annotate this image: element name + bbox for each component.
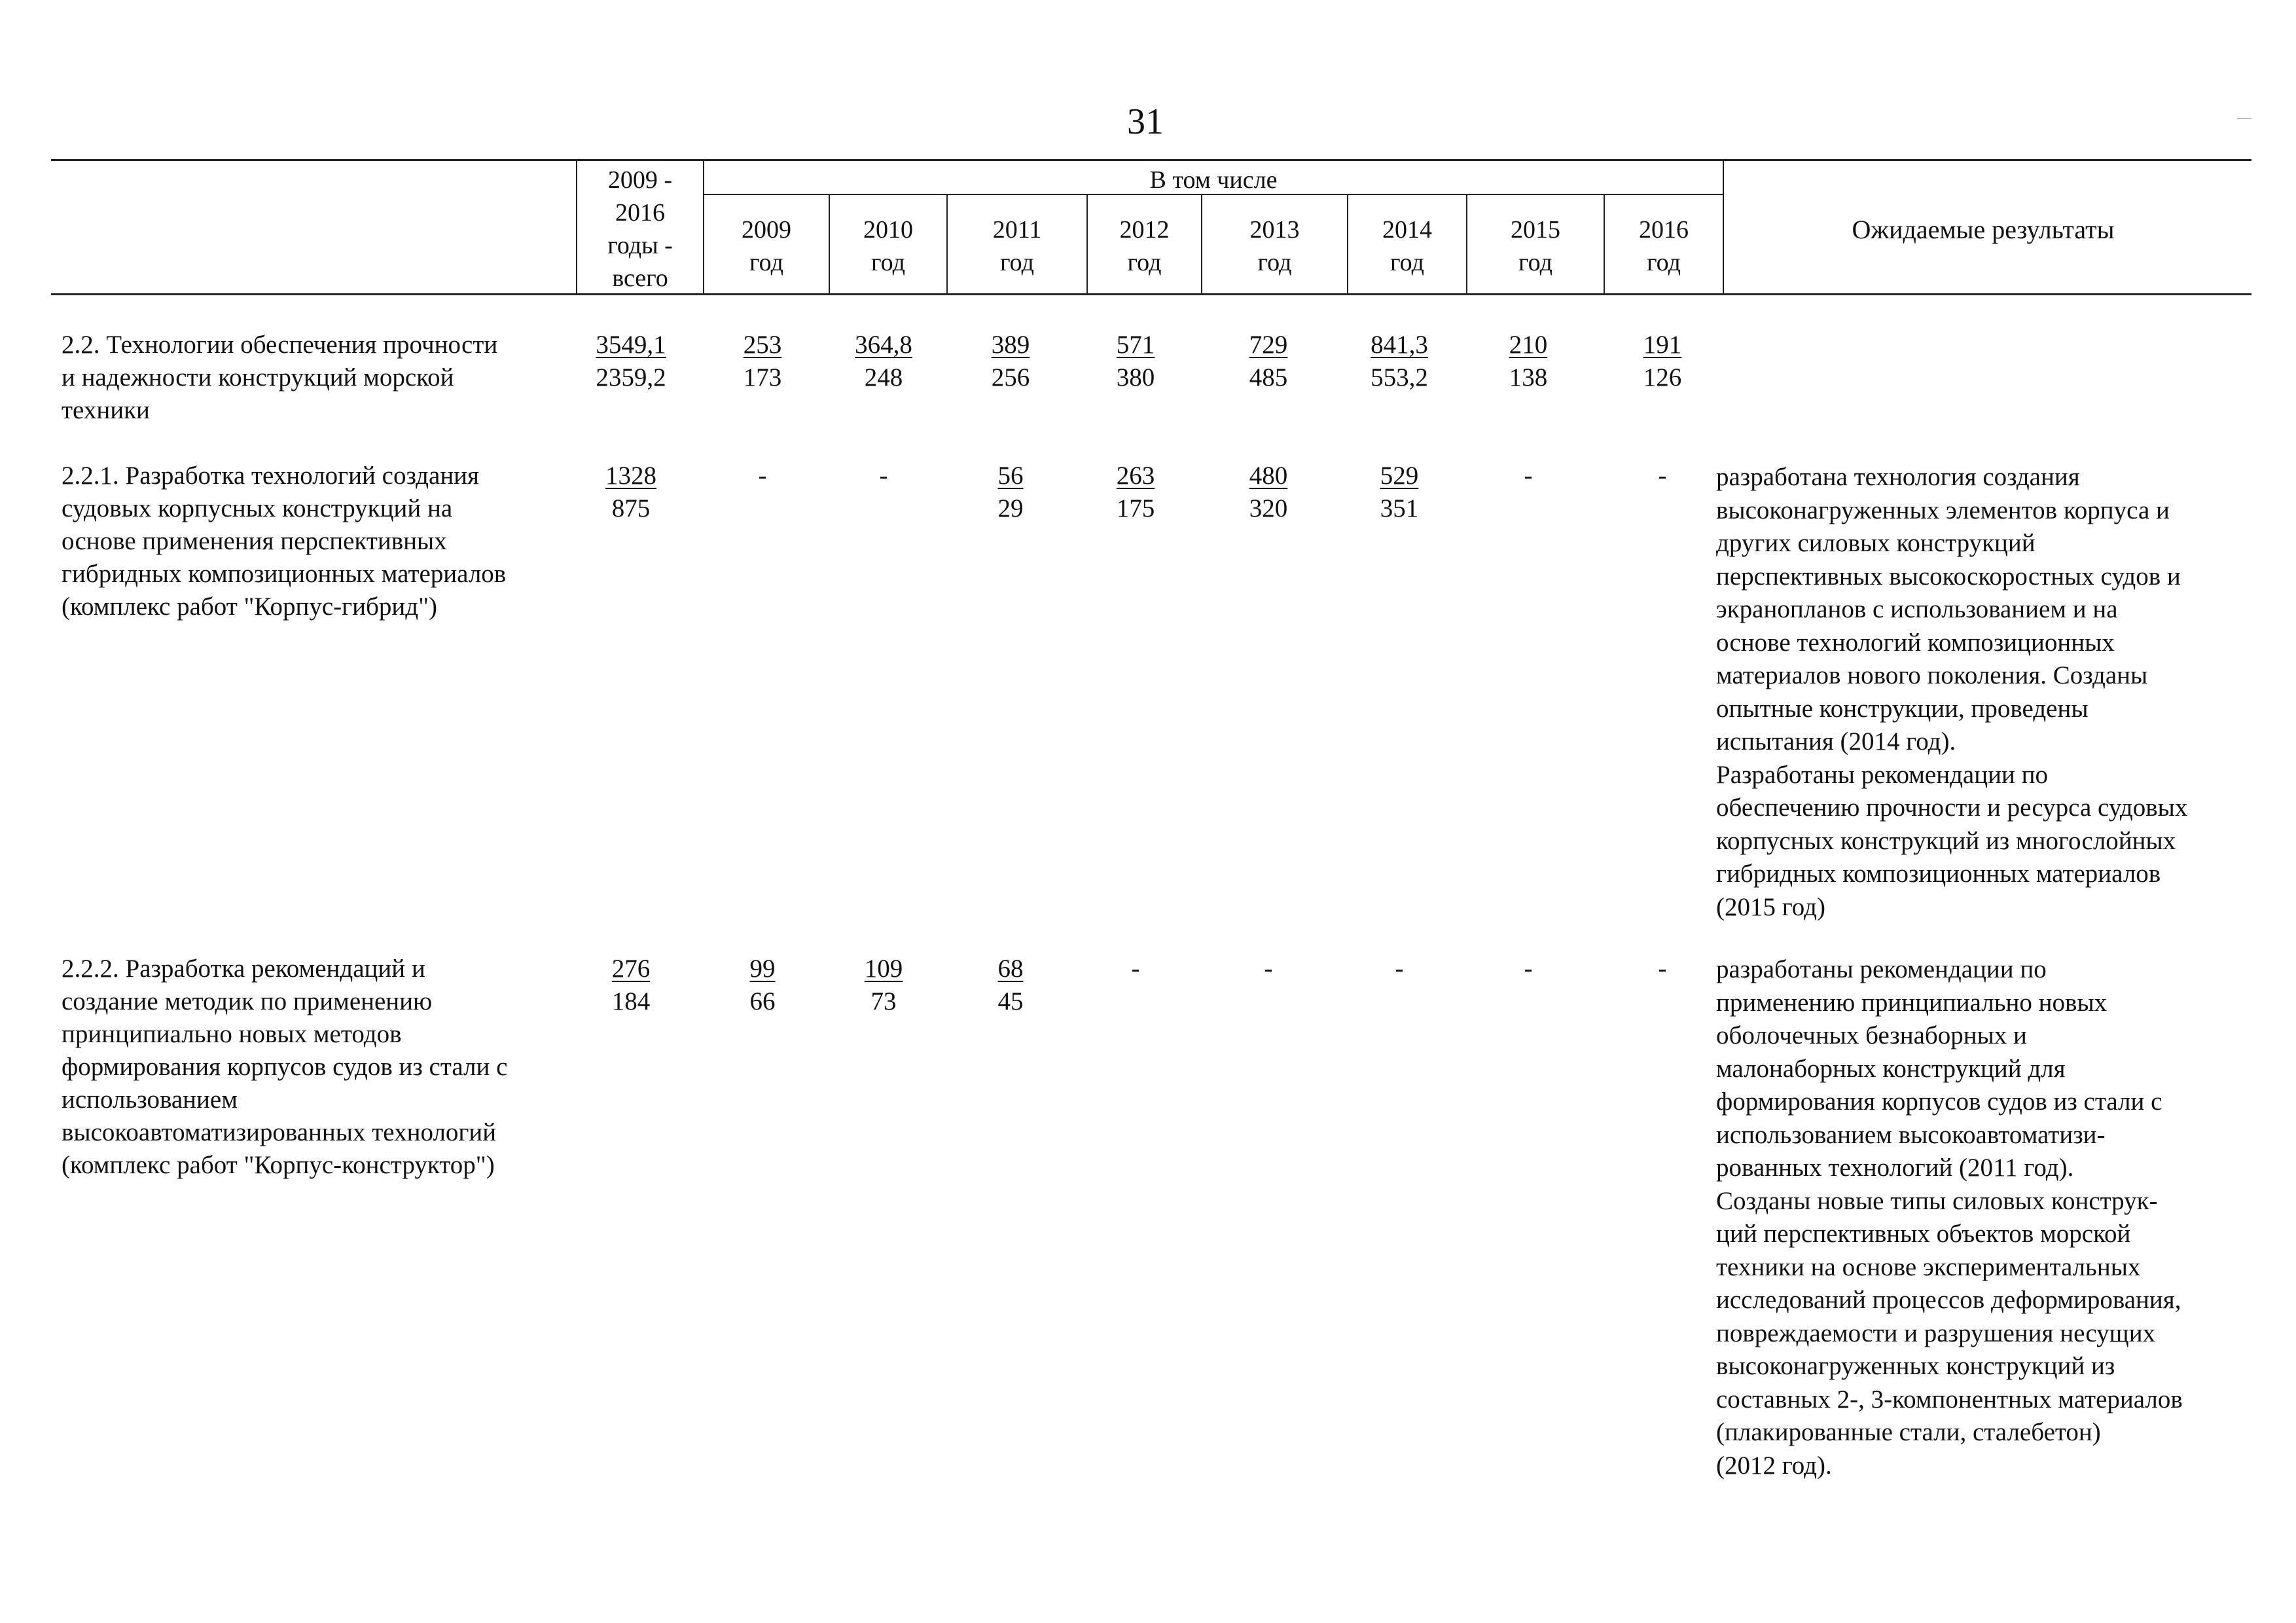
cell-dash: - — [1524, 955, 1533, 983]
table-cell — [713, 329, 812, 394]
table-cell — [1086, 329, 1185, 394]
result-line: гибридных композиционных материалов — [1716, 860, 2161, 888]
result-line: перспективных высокоскоростных судов и — [1716, 562, 2181, 591]
table-cell — [1479, 329, 1577, 394]
table-cell — [1613, 460, 1712, 492]
cell-value-total: 191 — [1643, 331, 1682, 359]
cell-value-budget: 553,2 — [1371, 363, 1428, 392]
result-line: корпусных конструкций из многослойных — [1716, 826, 2176, 855]
table-cell — [834, 329, 933, 394]
result-line: (2012 год). — [1716, 1451, 1832, 1480]
cell-value-budget: 248 — [864, 363, 903, 392]
cell-value-budget: 73 — [870, 987, 897, 1015]
result-line: формирования корпусов судов из стали с — [1716, 1087, 2162, 1116]
result-line: (плакированные стали, сталебетон) — [1716, 1418, 2101, 1446]
header-total-line: 2016 — [615, 199, 665, 227]
header-year-unit: год — [1390, 249, 1424, 276]
cell-value-total: 276 — [611, 955, 651, 983]
header-year: 2016 — [1639, 216, 1689, 244]
table-cell — [713, 460, 812, 492]
row-result — [1716, 461, 2253, 924]
cell-value-total: 841,3 — [1371, 331, 1428, 359]
table-cell — [1219, 953, 1318, 985]
result-line: опытные конструкции, проведены — [1716, 694, 2089, 723]
header-year: 2013 — [1249, 216, 1300, 244]
result-line: рованных технологий (2011 год). — [1716, 1154, 2074, 1182]
header-year: 2012 — [1119, 216, 1170, 244]
result-line: основе технологий композиционных — [1716, 628, 2115, 657]
table-cell — [1350, 329, 1448, 394]
result-line: (2015 год) — [1716, 892, 1825, 921]
row-label: 2.2.1. Разработка технологий создания судовых корпусных конструкций на основе применения перспективных гибридных композиционных материалов (комплекс работ "Корпус-гибрид") — [62, 462, 507, 621]
header-year: 2014 — [1382, 216, 1432, 244]
result-line: других силовых конструкций — [1716, 529, 2036, 557]
result-line: испытания (2014 год). — [1716, 727, 1956, 756]
table-cell — [961, 953, 1060, 1018]
cell-value-budget: 256 — [991, 363, 1030, 392]
table-cell — [582, 329, 680, 394]
table-cell — [961, 460, 1060, 525]
header-year-2014 — [1348, 213, 1466, 279]
header-results-column: Ожидаемые результаты — [1852, 215, 2115, 244]
header-year: 2015 — [1511, 216, 1560, 244]
table-cell — [582, 953, 680, 1018]
header-year-2009 — [704, 213, 829, 279]
header-total-column — [579, 164, 702, 295]
cell-value-budget: 2359,2 — [596, 363, 666, 392]
header-year: 2011 — [992, 216, 1042, 244]
cell-value-budget: 175 — [1116, 494, 1155, 522]
cell-value-budget: 138 — [1509, 363, 1548, 392]
table-cell — [1086, 953, 1185, 985]
result-line: применению принципиально новых — [1716, 988, 2108, 1017]
cell-dash: - — [1658, 462, 1667, 490]
cell-value-budget: 184 — [611, 987, 651, 1015]
result-line: высоконагруженных конструкций из — [1716, 1352, 2115, 1380]
header-total-line: всего — [612, 264, 668, 292]
cell-dash: - — [758, 462, 767, 490]
cell-value-total: 99 — [749, 955, 776, 983]
cell-dash: - — [1395, 955, 1404, 983]
result-line: разработаны рекомендации по — [1716, 955, 2047, 983]
table-cell — [1086, 460, 1185, 525]
result-line: Разработаны рекомендации по — [1716, 760, 2048, 789]
cell-value-budget: 66 — [749, 987, 776, 1015]
col-divider-label — [576, 160, 577, 295]
header-total-line: годы - — [607, 232, 673, 259]
cell-value-total: 253 — [743, 331, 782, 359]
table-cell — [1479, 460, 1577, 492]
table-cell — [834, 953, 933, 1018]
table-cell — [713, 953, 812, 1018]
header-year-unit: год — [1000, 249, 1034, 276]
page-number: 31 — [1127, 101, 1164, 142]
header-group-label: В том числе — [1149, 166, 1278, 194]
cell-value-budget: 320 — [1249, 494, 1288, 522]
scan-mark — [2237, 118, 2251, 119]
cell-value-budget: 45 — [997, 987, 1024, 1015]
table-cell — [1219, 329, 1318, 394]
header-total-line: 2009 - — [607, 166, 673, 194]
cell-value-budget: 29 — [997, 494, 1024, 522]
table-cell — [1479, 953, 1577, 985]
table-cell — [1350, 953, 1448, 985]
cell-dash: - — [879, 462, 888, 490]
header-year-2016 — [1605, 213, 1723, 279]
result-line: повреждаемости и разрушения несущих — [1716, 1319, 2156, 1347]
result-line: Созданы новые типы силовых конструк- — [1716, 1186, 2158, 1215]
table-cell — [582, 460, 680, 525]
header-year-unit: год — [749, 249, 783, 276]
cell-value-budget: 485 — [1249, 363, 1288, 392]
header-year-2013 — [1202, 213, 1347, 279]
cell-value-total: 364,8 — [855, 331, 912, 359]
cell-value-total: 529 — [1380, 462, 1419, 490]
table-cell — [961, 329, 1060, 394]
cell-value-total: 68 — [997, 955, 1024, 983]
cell-value-total: 1328 — [605, 462, 656, 490]
cell-value-budget: 875 — [611, 494, 651, 522]
header-year-2015 — [1467, 213, 1604, 279]
table-cell — [834, 460, 933, 492]
result-line: материалов нового поколения. Созданы — [1716, 661, 2148, 689]
cell-dash: - — [1264, 955, 1273, 983]
cell-value-budget: 173 — [743, 363, 782, 392]
result-line: экранопланов с использованием и на — [1716, 595, 2118, 623]
cell-value-total: 389 — [991, 331, 1030, 359]
cell-value-total: 571 — [1116, 331, 1155, 359]
result-line: обеспечению прочности и ресурса судовых — [1716, 793, 2188, 822]
result-line: составных 2-, 3-компонентных материалов — [1716, 1385, 2183, 1413]
row-label: 2.2.2. Разработка рекомендаций и создание методик по применению принципиально новых методов формирования корпусов судов из стали с использованием высокоавтоматизированных технологий (комплекс работ "Корпус-конструктор") — [62, 955, 508, 1179]
table-cell — [1219, 460, 1318, 525]
cell-value-total: 263 — [1116, 462, 1155, 490]
result-line: разработана технология создания — [1716, 463, 2080, 491]
row-label: 2.2. Технологии обеспечения прочности и надежности конструкций морской техники — [62, 331, 498, 424]
header-year-unit: год — [1518, 249, 1552, 276]
table-top-rule — [51, 159, 2251, 161]
result-line: высоконагруженных элементов корпуса и — [1716, 496, 2170, 524]
result-line: использованием высокоавтоматизи- — [1716, 1120, 2106, 1149]
result-line: малонаборных конструкций для — [1716, 1054, 2066, 1083]
cell-dash: - — [1524, 462, 1533, 490]
header-year: 2009 — [742, 216, 791, 244]
cell-value-budget: 351 — [1380, 494, 1419, 522]
cell-value-budget: 380 — [1116, 363, 1155, 392]
cell-dash: - — [1658, 955, 1667, 983]
header-year-unit: год — [1257, 249, 1292, 276]
cell-value-total: 480 — [1249, 462, 1288, 490]
header-year-2012 — [1088, 213, 1201, 279]
header-year: 2010 — [863, 216, 913, 244]
cell-value-total: 109 — [864, 955, 903, 983]
cell-dash: - — [1131, 955, 1140, 983]
header-year-2010 — [830, 213, 946, 279]
result-line: оболочечных безнаборных и — [1716, 1021, 2027, 1049]
result-line: техники на основе экспериментальных — [1716, 1252, 2141, 1281]
table-cell — [1613, 953, 1712, 985]
cell-value-total: 3549,1 — [596, 331, 666, 359]
header-year-2011 — [948, 213, 1086, 279]
cell-value-total: 210 — [1509, 331, 1548, 359]
table-cell — [1350, 460, 1448, 525]
header-bottom-rule — [51, 293, 2251, 295]
cell-value-total: 56 — [997, 462, 1024, 490]
cell-value-budget: 126 — [1643, 363, 1682, 392]
header-year-unit: год — [1127, 249, 1162, 276]
cell-value-total: 729 — [1249, 331, 1288, 359]
table-cell — [1613, 329, 1712, 394]
header-year-unit: год — [871, 249, 905, 276]
row-result — [1716, 953, 2253, 1482]
result-line: ций перспективных объектов морской — [1716, 1220, 2131, 1248]
header-year-unit: год — [1647, 249, 1681, 276]
result-line: исследований процессов деформирования, — [1716, 1286, 2181, 1314]
